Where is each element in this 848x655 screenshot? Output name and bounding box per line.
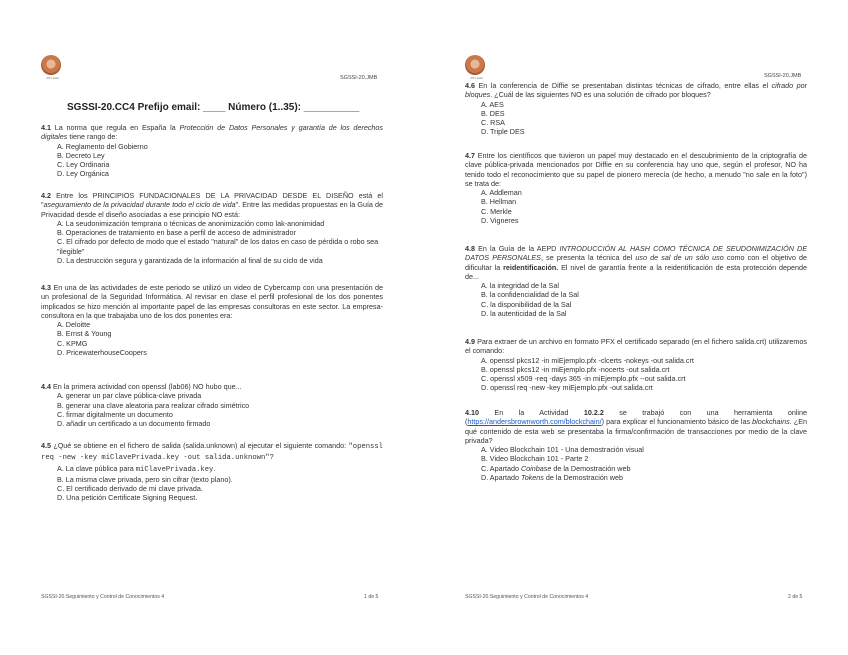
option-d: D. PricewaterhouseCoopers [57, 348, 147, 358]
option-a: A. Addleman [481, 188, 522, 198]
option-a: A. Deloitte [57, 320, 91, 330]
option-d: D. Una petición Certificate Signing Request. [57, 493, 198, 503]
option-d: D. Vigneres [481, 216, 519, 226]
option-a: A. openssl pkcs12 -in miEjemplo.pfx -clcerts -nokeys -out salida.crt [481, 355, 694, 365]
question-4-9: 4.9 Para extraer de un archivo en formato PFX el certificado separado (en el fichero salida.crt) utilizaremos el comando: A. openssl pkcs12 -in miEjemplo.pfx -clcerts -nokeys -out salida.crt B. openssl pkcs12 -in miEjemplo.pfx -nocerts -out salida.crt C. openssl x509 -req -days 365 -in miEjemplo.pfx --out salida.crt D. openssl req -new -key miEjemplo.pfx -out salida.crt [465, 337, 807, 393]
footer-page-number: 2 de 5 [788, 594, 803, 600]
question-4-1: 4.1 La norma que regula en España la Protección de Datos Personales y garantía de los derechos digitales tiene rango de: A. Reglamento del Gobierno B. Decreto Ley C. Ley Ordinaria D. Ley Orgánica [41, 123, 383, 179]
option-b: B. DES [481, 108, 505, 118]
question-4-2: 4.2 Entre los PRINCIPIOS FUNDACIONALES DE LA PRIVACIDAD DESDE EL DISEÑO está el "aseguramiento de la privacidad durante todo el ciclo de vida". Entre las medidas propuestas en la Guía de Privacidad desde el diseño asociadas a ese principio NO está: A. La seudonimización temprana o técnicas de anonimización como lak-anonimidad B. Operaciones de tratamiento en base a perfil de acceso de administrador C. El cifrado por defecto de modo que el estado "natural" de los datos en caso de pérdida o robo sea "ilegible" D. La destrucción segura y garantizada de la información al final de su ciclo de vida [41, 191, 383, 266]
option-a: A. AES [481, 99, 504, 109]
header-code: SGSSI-20.JMB [764, 73, 802, 79]
option-b: B. Ernst & Young [57, 329, 112, 339]
option-d: D. Triple DES [481, 127, 525, 137]
header-code: SGSSI-20.JMB [340, 75, 378, 81]
option-c: C. Apartado Coinbase de la Demostración web [481, 463, 631, 473]
university-logo [465, 55, 485, 75]
question-4-3: 4.3 En una de las actividades de este periodo se utilizó un video de Cybercamp con una presentación de un profesional de la Seguridad Informática. Al revisar en clase el perfil profesional de los dos ponentes implicados se hizo mención al importante papel de las empresas consultoras en este sector. La empresa-consultora en la que trabajaba uno de los dos ponentes era: A. Deloitte B. Ernst & Young C. KPMG D. PricewaterhouseCoopers [41, 283, 383, 358]
option-b: B. La misma clave privada, pero sin cifrar (texto plano). [57, 474, 233, 484]
question-4-10: 4.10 En la Actividad 10.2.2 se trabajó con una herramienta online (https://andersbrownworth.com/blockchain/) para explicar el funcionamiento básico de las blockchains. ¿En qué contenido de esta web se presentaba la firma/confirmación de transacciones por medio de la clave privada? A. Video Blockchain 101 - Una demostración visual B. Video Blockchain 101 - Parte 2 C. Apartado Coinbase de la Demostración web D. Apartado Tokens de la Demostración web [465, 408, 807, 483]
question-4-4: 4.4 En la primera actividad con openssl (lab06) NO hubo que... A. generar un par clave pública-clave privada B. generar una clave aleatoria para realizar cifrado simétrico C. firmar digitalmente un documento D. añadir un certificado a un documento firmado [41, 382, 383, 428]
option-c: C. Ley Ordinaria [57, 160, 110, 170]
option-b: B. Hellman [481, 197, 517, 207]
option-a: A. La clave pública para miClavePrivada.key. [57, 463, 216, 474]
option-c: C. la disponibilidad de la Sal [481, 299, 572, 309]
option-b: B. Operaciones de tratamiento en base a perfil de acceso de administrador [57, 228, 296, 238]
option-b: B. Decreto Ley [57, 150, 105, 160]
option-c: C. El certificado derivado de mi clave privada. [57, 484, 203, 494]
footer-page-number: 1 de 5 [364, 594, 379, 600]
option-b: B. openssl pkcs12 -in miEjemplo.pfx -nocerts -out salida.crt [481, 364, 670, 374]
blockchain-demo-link[interactable]: https://andersbrownworth.com/blockchain/ [467, 417, 602, 427]
question-4-8: 4.8 En la Guía de la AEPD INTRODUCCIÓN AL HASH COMO TÉCNICA DE SEUDONIMIZACIÓN DE DATOS PERSONALES, se presenta la técnica del uso de sal de un sólo uso como con el objetivo de dificultar la reidentificación. El nivel de garantía frente a la reidentificación de esta protección depende de... A. la integridad de la Sal B. la confidencialidad de la Sal C. la disponibilidad de la Sal D. la autenticidad de la Sal [465, 244, 807, 319]
option-b: B. generar una clave aleatoria para realizar cifrado simétrico [57, 400, 250, 410]
option-c: C. firmar digitalmente un documento [57, 409, 173, 419]
option-a: A. Video Blockchain 101 - Una demostración visual [481, 445, 644, 455]
option-a: A. La seudonimización temprana o técnicas de anonimización como lak-anonimidad [57, 218, 325, 228]
option-d: D. Apartado Tokens de la Demostración web [481, 473, 623, 483]
option-d: D. La destrucción segura y garantizada de la información al final de su ciclo de vida [57, 256, 323, 266]
option-b: B. Video Blockchain 101 - Parte 2 [481, 454, 589, 464]
option-d: D. openssl req -new -key miEjemplo.pfx -out salida.crt [481, 383, 653, 393]
question-4-5: 4.5 ¿Qué se obtiene en el fichero de salida (salida.unknown) al ejecutar el siguiente comando: "openssl req -new -key miClavePrivada.key -out salida.unknown"? A. La clave pública para miClavePrivada.key. B. La misma clave privada, pero sin cifrar (texto plano). C. El certificado derivado de mi clave privada. D. Una petición Certificate Signing Request. [41, 441, 383, 503]
option-a: A. la integridad de la Sal [481, 281, 559, 291]
page-title: SGSSI-20.CC4 Prefijo email: ____ Número (1..35): __________ [67, 102, 360, 113]
option-c: C. El cifrado por defecto de modo que el estado "natural" de los datos en caso de pérdida o robo sea "ilegible" [57, 237, 379, 256]
question-4-6: 4.6 En la conferencia de Diffie se presentaban distintas técnicas de cifrado, entre ellas el cifrado por bloques. ¿Cuál de las siguientes NO es una solución de cifrado por bloques? A. AES B. DES C. RSA D. Triple DES [465, 81, 807, 137]
option-a: A. Reglamento del Gobierno [57, 141, 148, 151]
option-d: D. Ley Orgánica [57, 169, 109, 179]
question-4-7: 4.7 Entre los científicos que tuvieron un papel muy destacado en el descubrimiento de la criptografía de clave pública-privada mencionados por Diffie en su conferencia hay uno que, según el profesor, NO ha tenido todo el reconocimiento que su papel de pionero merecía (de hecho, a menudo "no sale en la foto") se trata de: A. Addleman B. Hellman C. Merkle D. Vigneres [465, 151, 807, 226]
option-b: B. la confidencialidad de la Sal [481, 290, 579, 300]
footer-course: SGSSI-20.Seguimiento y Control de Conocimientos 4 [465, 594, 589, 600]
footer-course: SGSSI-20.Seguimiento y Control de Conocimientos 4 [41, 594, 165, 600]
option-d: D. añadir un certificado a un documento firmado [57, 419, 211, 429]
university-logo [41, 55, 61, 75]
page-2 [424, 0, 848, 655]
option-d: D. la autenticidad de la Sal [481, 309, 567, 319]
option-a: A. generar un par clave pública-clave privada [57, 391, 202, 401]
logo-caption: UPV EHU [46, 76, 60, 80]
option-c: C. openssl x509 -req -days 365 -in miEjemplo.pfx --out salida.crt [481, 374, 686, 384]
option-c: C. RSA [481, 118, 505, 128]
option-c: C. KPMG [57, 338, 88, 348]
option-c: C. Merkle [481, 206, 512, 216]
logo-caption: UPV EHU [470, 76, 484, 80]
